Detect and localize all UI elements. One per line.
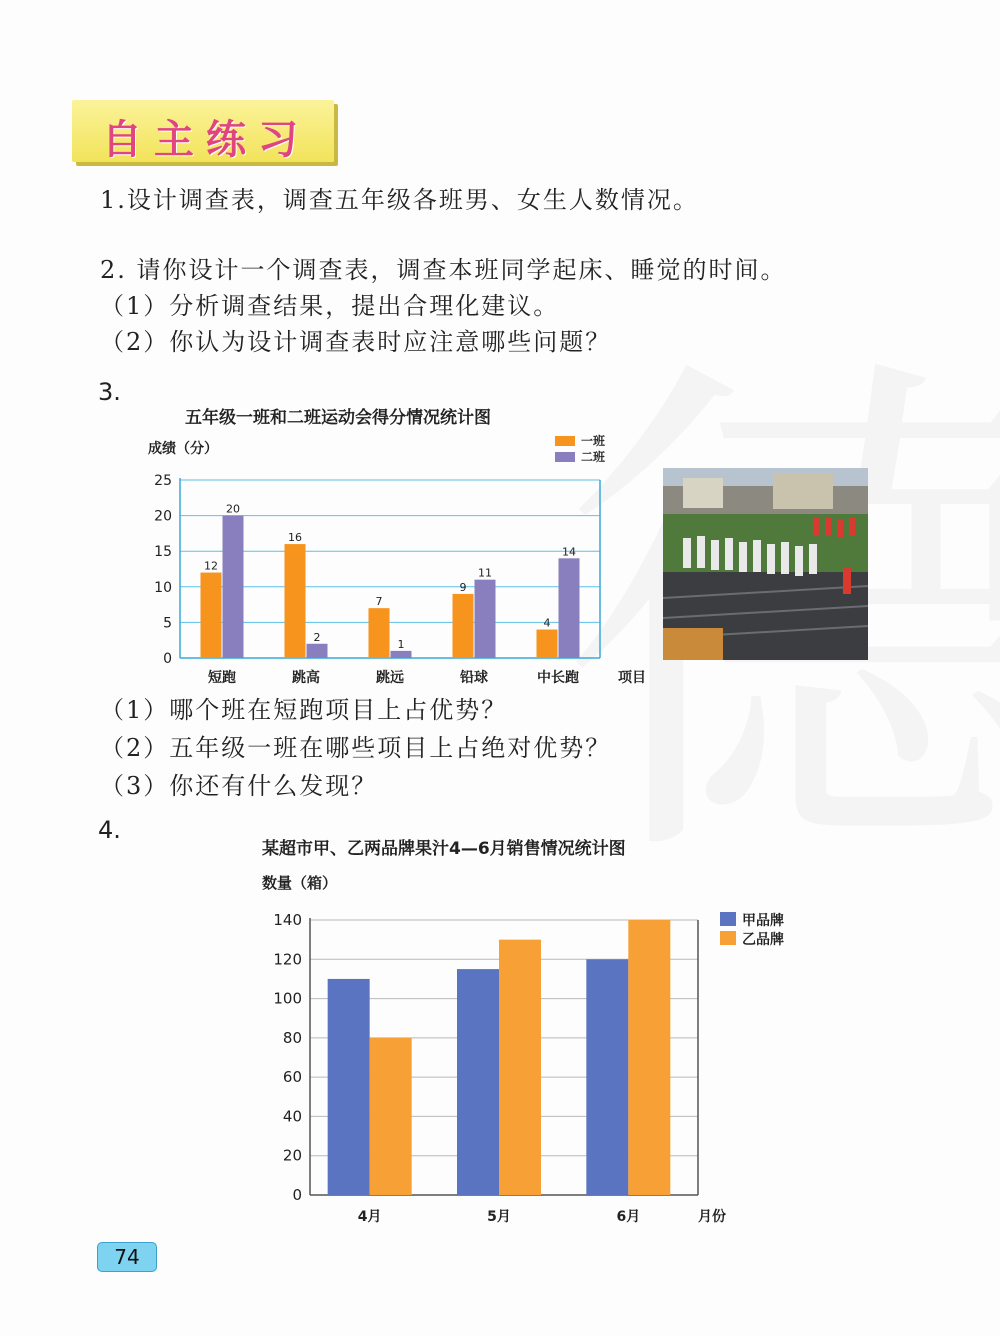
undefined-y-tick-label: 120 bbox=[273, 950, 302, 969]
undefined-x-tick-label: 4月 bbox=[357, 1209, 382, 1225]
undefined-bar-s2 bbox=[628, 920, 670, 1195]
chart2-title: 某超市甲、乙两品牌果汁4—6月销售情况统计图 bbox=[262, 839, 626, 859]
undefined-data-label: 11 bbox=[478, 566, 492, 580]
undefined-data-label: 7 bbox=[375, 595, 383, 609]
undefined-x-tick-label: 中长跑 bbox=[537, 670, 579, 686]
question-3-part-3: （3）你还有什么发现？ bbox=[100, 772, 378, 800]
undefined-x-axis-title: 项目 bbox=[618, 670, 646, 686]
undefined-y-tick-label: 60 bbox=[282, 1068, 302, 1087]
undefined-legend-swatch bbox=[720, 931, 736, 945]
undefined-bar-s1 bbox=[453, 594, 474, 658]
undefined-bar-s1 bbox=[201, 573, 222, 658]
question-2: 2. 请你设计一个调查表，调查本班同学起床、睡觉的时间。 bbox=[100, 256, 787, 284]
undefined-y-tick-label: 20 bbox=[154, 508, 172, 525]
section-heading: 自主练习 bbox=[102, 117, 310, 163]
undefined-x-tick-label: 6月 bbox=[616, 1209, 641, 1225]
undefined-bar-s1 bbox=[457, 969, 499, 1195]
undefined-bar-s1 bbox=[537, 630, 558, 658]
sports-parade-photo bbox=[663, 468, 868, 660]
undefined-y-tick-label: 25 bbox=[154, 473, 172, 489]
undefined-bar-s2 bbox=[559, 558, 580, 658]
undefined-y-tick-label: 0 bbox=[292, 1186, 302, 1204]
page-number: 74 bbox=[97, 1242, 157, 1272]
question-4-number: 4. bbox=[98, 816, 121, 844]
undefined-x-tick-label: 短跑 bbox=[208, 670, 236, 686]
undefined-y-tick-label: 0 bbox=[163, 651, 172, 667]
question-3-part-2: （2）五年级一班在哪些项目上占绝对优势？ bbox=[100, 734, 612, 762]
undefined-legend-swatch bbox=[555, 452, 575, 462]
undefined-x-tick-label: 跳高 bbox=[292, 670, 320, 686]
undefined-data-label: 14 bbox=[562, 545, 576, 559]
undefined-legend-swatch bbox=[720, 912, 736, 926]
question-2-part-2: （2）你认为设计调查表时应注意哪些问题？ bbox=[100, 328, 612, 356]
undefined-bar-s1 bbox=[285, 544, 306, 658]
undefined-x-axis-title: 月份 bbox=[698, 1209, 726, 1225]
undefined-bar-s1 bbox=[369, 608, 390, 658]
question-1: 1.设计调查表，调查五年级各班男、女生人数情况。 bbox=[100, 186, 699, 214]
question-2-part-1: （1）分析调查结果，提出合理化建议。 bbox=[100, 292, 560, 320]
chart2-y-axis-title: 数量（箱） bbox=[262, 874, 338, 892]
undefined-bar-s1 bbox=[328, 979, 370, 1195]
chart2-plot bbox=[260, 900, 820, 1230]
undefined-data-label: 4 bbox=[543, 616, 551, 630]
undefined-y-tick-label: 140 bbox=[273, 911, 302, 929]
undefined-x-tick-label: 跳远 bbox=[376, 670, 404, 686]
undefined-bar-s2 bbox=[475, 580, 496, 658]
undefined-bar-s2 bbox=[391, 651, 412, 658]
undefined-bar-s2 bbox=[307, 644, 328, 658]
undefined-bar-s2 bbox=[499, 940, 541, 1195]
question-3-part-1: （1）哪个班在短跑项目上占优势？ bbox=[100, 696, 508, 724]
undefined-y-tick-label: 100 bbox=[273, 989, 302, 1008]
undefined-x-tick-label: 5月 bbox=[487, 1209, 511, 1225]
undefined-data-label: 2 bbox=[313, 630, 321, 644]
undefined-bar-s1 bbox=[586, 959, 628, 1195]
undefined-data-label: 1 bbox=[397, 637, 405, 651]
undefined-data-label: 9 bbox=[459, 580, 467, 594]
chart1-plot bbox=[140, 430, 660, 690]
undefined-y-tick-label: 15 bbox=[154, 544, 172, 561]
chart1-title: 五年级一班和二班运动会得分情况统计图 bbox=[185, 408, 491, 428]
undefined-legend-label: 乙品牌 bbox=[742, 932, 784, 948]
undefined-legend-label: 二班 bbox=[581, 450, 606, 464]
question-3-number: 3. bbox=[98, 378, 121, 406]
undefined-legend-swatch bbox=[555, 436, 575, 446]
undefined-data-label: 20 bbox=[226, 502, 240, 516]
chart1-y-axis-title: 成绩（分） bbox=[148, 441, 218, 457]
undefined-data-label: 16 bbox=[288, 531, 302, 545]
undefined-y-tick-label: 5 bbox=[163, 615, 172, 632]
undefined-y-tick-label: 10 bbox=[154, 579, 172, 596]
undefined-y-tick-label: 20 bbox=[282, 1146, 302, 1165]
undefined-bar-s2 bbox=[370, 1038, 412, 1195]
undefined-data-label: 12 bbox=[204, 559, 218, 573]
undefined-x-tick-label: 铅球 bbox=[460, 670, 488, 686]
undefined-bar-s2 bbox=[223, 516, 244, 658]
undefined-y-tick-label: 40 bbox=[282, 1107, 302, 1126]
undefined-y-tick-label: 80 bbox=[282, 1028, 302, 1047]
undefined-legend-label: 甲品牌 bbox=[742, 913, 784, 929]
undefined-legend-label: 一班 bbox=[581, 434, 606, 448]
